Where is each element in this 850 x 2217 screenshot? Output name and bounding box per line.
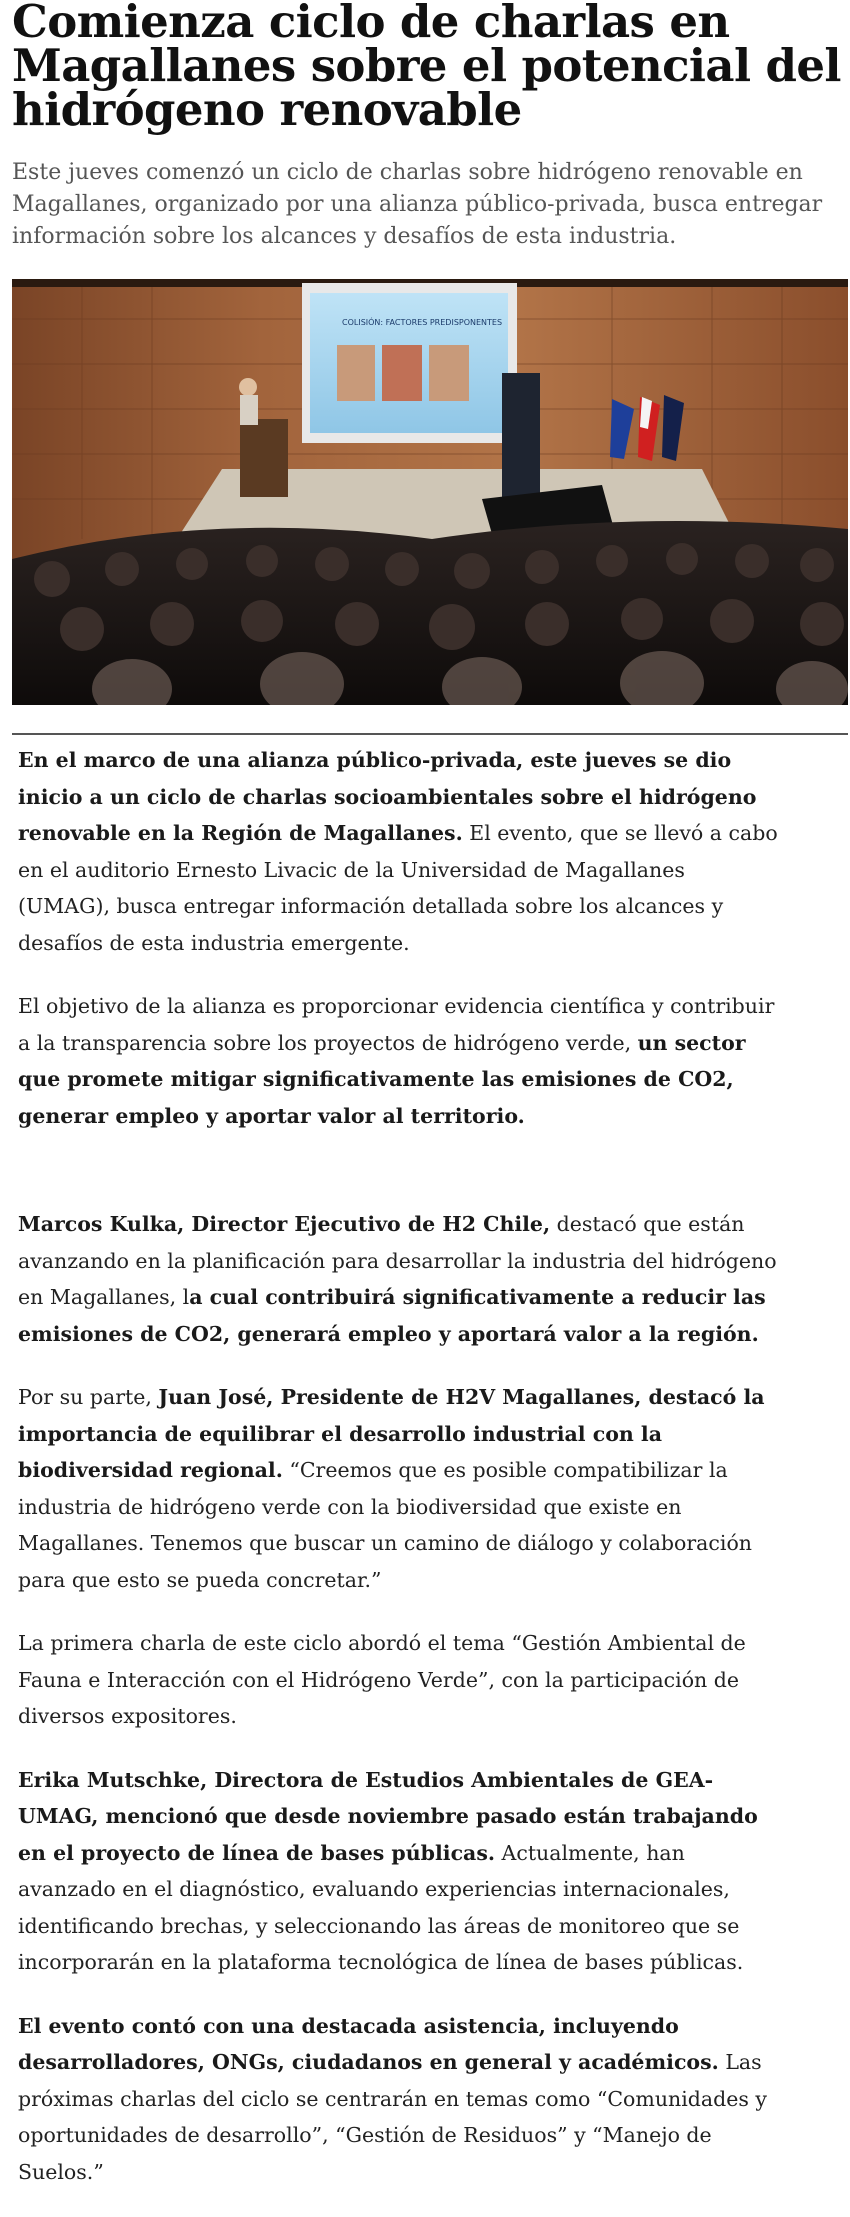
paragraph-6: Erika Mutschke, Directora de Estudios Ambientales de GEA-UMAG, mencionó que desde noviembre pasado están trabajando en el proyecto de línea de bases públicas. Actualmente, han avanzado en el diagnóstico, evaluando experiencias internacionales, identificando brechas, y seleccionando las áreas de monitoreo que se incorporarán en la plataforma tecnológica de línea de bases públicas. — [18, 1767, 758, 1974]
article-body — [18, 742, 778, 2217]
paragraph-5: La primera charla de este ciclo abordó el tema “Gestión Ambiental de Fauna e Interacción con el Hidrógeno Verde”, con la participación de diversos expositores. — [18, 1631, 746, 1728]
article-lede: Este jueves comenzó un ciclo de charlas sobre hidrógeno renovable en Magallanes, organizado por una alianza público-privada, busca entregar información sobre los alcances y desafíos de esta industria. — [12, 160, 823, 249]
section-divider — [12, 733, 848, 735]
article-photo[interactable] — [12, 279, 848, 705]
paragraph-3: Marcos Kulka, Director Ejecutivo de H2 Chile, destacó que están avanzando en la planificación para desarrollar la industria del hidrógeno en Magallanes, la cual contribuirá significativamente a reducir las emisiones de CO2, generará empleo y aportará valor a la región. — [18, 1212, 777, 1346]
paragraph-1: En el marco de una alianza público-privada, este jueves se dio inicio a un ciclo de charlas socioambientales sobre el hidrógeno renovable en la Región de Magallanes. El evento, que se llevó a cabo en el auditorio Ernesto Livacic de la Universidad de Magallanes (UMAG), busca entregar información detallada sobre los alcances y desafíos de esta industria emergente. — [18, 748, 778, 955]
paragraph-4: Por su parte, Juan José, Presidente de H2V Magallanes, destacó la importancia de equilibrar el desarrollo industrial con la biodiversidad regional. “Creemos que es posible compatibilizar la industria de hidrógeno verde con la biodiversidad que existe en Magallanes. Tenemos que buscar un camino de diálogo y colaboración para que esto se pueda concretar.” — [18, 1385, 765, 1592]
paragraph-2: El objetivo de la alianza es proporcionar evidencia científica y contribuir a la transparencia sobre los proyectos de hidrógeno verde, un sector que promete mitigar significativamente las emisiones de CO2, generar empleo y aportar valor al territorio. — [18, 994, 775, 1128]
article-title: Comienza ciclo de charlas en Magallanes sobre el potencial del hidrógeno renovable — [12, 0, 841, 136]
paragraph-7: El evento contó con una destacada asistencia, incluyendo desarrolladores, ONGs, ciudadanos en general y académicos. Las próximas charlas del ciclo se centrarán en temas como “Comunidades y oportunidades de desarrollo”, “Gestión de Residuos” y “Manejo de Suelos.” — [18, 2013, 768, 2184]
slide-title: COLISIÓN: FACTORES PREDISPONENTES — [342, 318, 503, 327]
